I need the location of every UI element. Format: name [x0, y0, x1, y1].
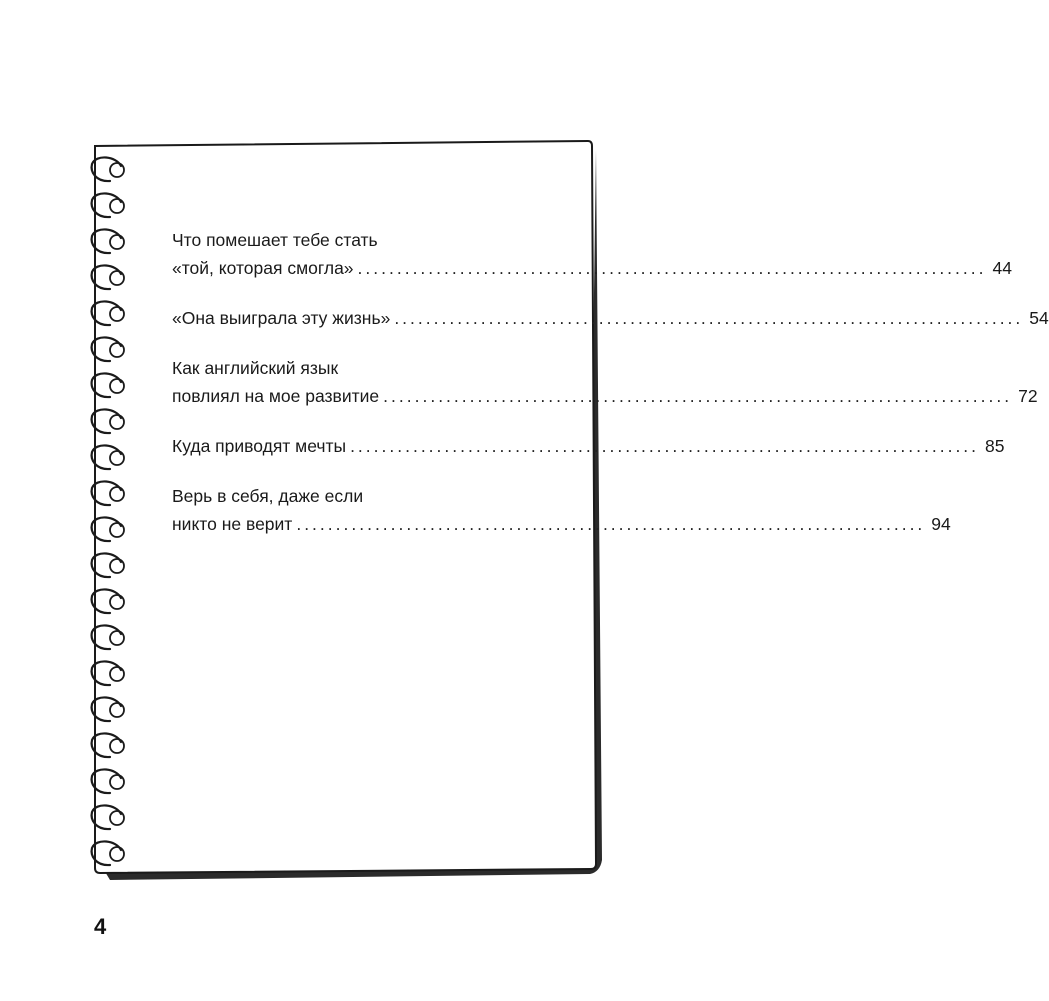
toc-entry-title-line: Верь в себя, даже если: [172, 486, 364, 506]
toc-entry-title-line: «той, которая смогла»: [172, 258, 354, 278]
toc-entry-title-line: «Она выиграла эту жизнь»: [172, 308, 391, 328]
toc-entry-title-line: никто не верит: [172, 514, 293, 534]
toc-page-number: 54: [1029, 308, 1049, 328]
table-of-contents: [172, 226, 1049, 560]
page-number: 4: [94, 914, 107, 939]
toc-entry-title-line: Как английский язык: [172, 358, 339, 378]
toc-entry: [172, 482, 951, 538]
toc-dot-leader: ................................................................................: [296, 514, 926, 534]
toc-dot-leader: ................................................................................: [350, 436, 980, 456]
toc-entry-title-line: Что помешает тебе стать: [172, 230, 378, 250]
toc-dot-leader: ................................................................................: [357, 258, 987, 278]
toc-dot-leader: ................................................................................: [383, 386, 1013, 406]
toc-entry: [172, 226, 1012, 282]
toc-page-number: 85: [985, 436, 1005, 456]
toc-page-number: 72: [1018, 386, 1038, 406]
toc-entry-title-line: Куда приводят мечты: [172, 436, 347, 456]
toc-page-number: 44: [992, 258, 1012, 278]
toc-entry: [172, 354, 1038, 410]
toc-dot-leader: ................................................................................: [394, 308, 1024, 328]
toc-page-number: 94: [931, 514, 951, 534]
toc-entry: [172, 432, 1005, 460]
toc-entry-title-line: повлиял на мое развитие: [172, 386, 380, 406]
toc-entry: [172, 304, 1049, 332]
